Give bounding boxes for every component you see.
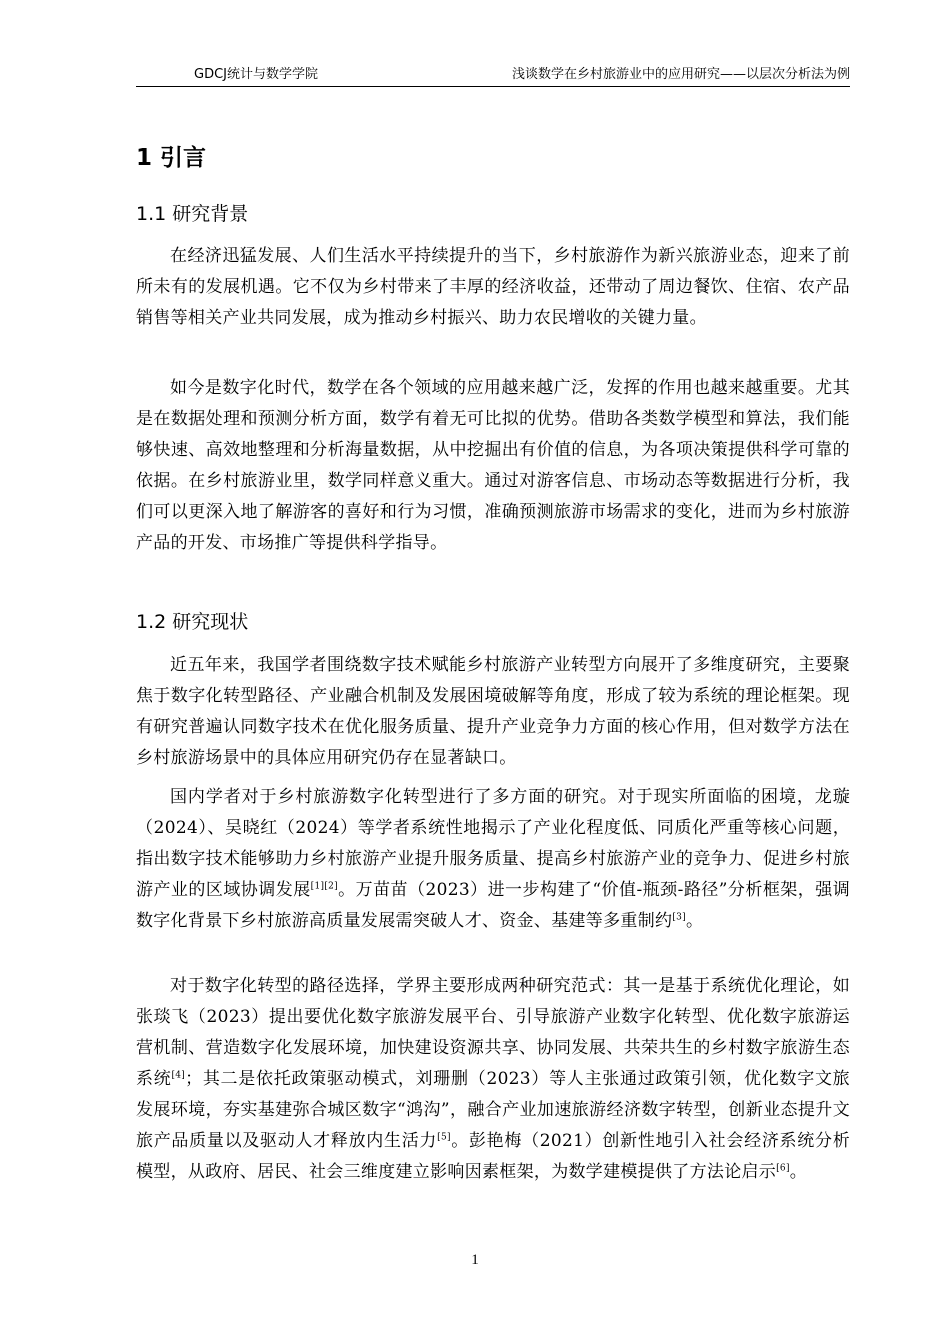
- page-number: 1: [471, 1252, 479, 1268]
- paragraph-text: 。: [789, 1162, 808, 1182]
- paragraph-text: 国内学者对于乡村旅游数字化转型进行了多方面的研究。对于现实所面临的困境，龙璇（2024）、吴晓红（2024）等学者系统性地揭示了产业化程度低、同质化严重等核心问题，指出数字技术能够助力乡村旅游产业提升服务质量、提高乡村旅游产业的竞争力、促进乡村旅游产业的区域协调发展: [136, 787, 850, 900]
- header-institution: GDCJ统计与数学学院: [194, 67, 318, 82]
- citation-ref: [1][2]: [310, 881, 338, 892]
- citation-ref: [3]: [672, 912, 686, 923]
- citation-ref: [4]: [171, 1070, 186, 1081]
- page-header: [136, 66, 850, 87]
- paragraph-text: 。彭艳梅（2021）创新性地引入社会经济系统分析模型，从政府、居民、社会三维度建立影响因素框架，为数学建模提供了方法论启示: [136, 1131, 850, 1182]
- paragraph-status-2: [136, 782, 850, 937]
- paragraph-text: ；其二是依托政策驱动模式，刘珊删（2023）等人主张通过政策引领，优化数字文旅发展环境，夯实基建弥合城区数字“鸿沟”，融合产业加速旅游经济数字转型，创新业态提升文旅产品质量以及驱动人才释放内生活力: [136, 1069, 850, 1151]
- chapter-title: 1 引言: [136, 145, 207, 171]
- paragraph-background-1: 在经济迅猛发展、人们生活水平持续提升的当下，乡村旅游作为新兴旅游业态，迎来了前所未有的发展机遇。它不仅为乡村带来了丰厚的经济收益，还带动了周边餐饮、住宿、农产品销售等相关产业共同发展，成为推动乡村振兴、助力农民增收的关键力量。: [136, 246, 850, 328]
- section-title-background: 1.1 研究背景: [136, 203, 249, 225]
- paragraph-status-1: 近五年来，我国学者围绕数字技术赋能乡村旅游产业转型方向展开了多维度研究，主要聚焦于数字化转型路径、产业融合机制及发展困境破解等角度，形成了较为系统的理论框架。现有研究普遍认同数字技术在优化服务质量、提升产业竞争力方面的核心作用，但对数学方法在乡村旅游场景中的具体应用研究仍存在显著缺口。: [136, 655, 850, 768]
- paragraph-background-2: 如今是数字化时代，数学在各个领域的应用越来越广泛，发挥的作用也越来越重要。尤其是在数据处理和预测分析方面，数学有着无可比拟的优势。借助各类数学模型和算法，我们能够快速、高效地整理和分析海量数据，从中挖掘出有价值的信息，为各项决策提供科学可靠的依据。在乡村旅游业里，数学同样意义重大。通过对游客信息、市场动态等数据进行分析，我们可以更深入地了解游客的喜好和行为习惯，准确预测旅游市场需求的变化，进而为乡村旅游产品的开发、市场推广等提供科学指导。: [136, 378, 850, 553]
- citation-ref: [5]: [437, 1132, 451, 1143]
- paragraph-text: 对于数字化转型的路径选择，学界主要形成两种研究范式：其一是基于系统优化理论，如张琰飞（2023）提出要优化数字旅游发展平台、引导旅游产业数字化转型、优化数字旅游运营机制、营造数字化发展环境，加快建设资源共享、协同发展、共荣共生的乡村数字旅游生态系统: [136, 976, 850, 1089]
- paragraph-text: 。万苗苗（2023）进一步构建了“价值-瓶颈-路径”分析框架，强调数字化背景下乡村旅游高质量发展需突破人才、资金、基建等多重制约: [136, 880, 850, 931]
- section-title-status: 1.2 研究现状: [136, 611, 249, 633]
- citation-ref: [6]: [776, 1163, 790, 1174]
- header-paper-title: 浅谈数学在乡村旅游业中的应用研究——以层次分析法为例: [511, 67, 850, 82]
- paragraph-status-3: [136, 971, 850, 1188]
- paragraph-text: 。: [685, 911, 704, 931]
